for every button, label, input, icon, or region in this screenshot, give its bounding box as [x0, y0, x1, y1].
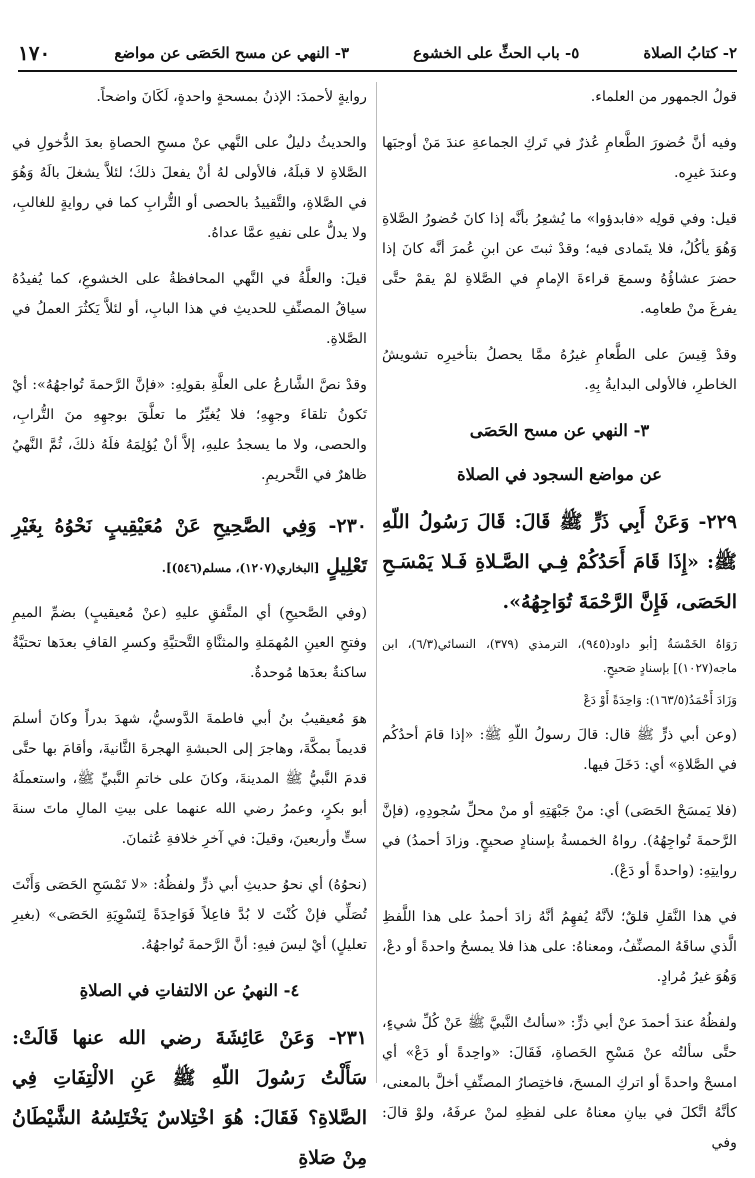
hadith-body: ٢٣٠- وَفِي الصَّحِيحِ عَنْ مُعَيْقِيبٍ نَحْوُهُ بِغَيْرِ تَعْلِيلٍ [12, 515, 367, 577]
section-title: ٣- النهي عن مسح الحَصَى عن مواضع [114, 44, 350, 62]
hadith-text: ٢٣١- وَعَنْ عَائِشَةَ رضي الله عنها قَالَتْ: سَأَلْتُ رَسُولَ اللّهِ ﷺ عَنِ الالْتِفَاتِ فِي الصَّلاةِ؟ فَقَالَ: هُوَ اخْتِلاسٌ يَخْتَلِسُهُ الشَّيْطَانُ مِنْ صَلاةِ [12, 1027, 367, 1169]
header-rule [18, 70, 737, 72]
paragraph: قيل: وفي قولِه «فابدؤوا» ما يُشعِرُ بأنَّه إذا كانَ حُضورُ الصَّلاةِ وَهُوَ يأكُلُ، فلا يتَمادى فيه؛ وقدْ ثبتَ عن ابنِ عُمرَ أنَّه كانَ إذا حضرَ عشاؤُهُ وسمعَ قراءةَ الإمامِ في الصَّلاةِ لمْ يقمْ حتَّى يفرغَ منْ طعامِه. [382, 211, 737, 317]
hadith-reference: [البخاري(١٢٠٧)، مسلم(٥٤٦)]. [161, 561, 320, 575]
paragraph: (وعن أبي ذرٍّ ﷺ قال: قالَ رسولُ اللّهِ ﷺ: «إذا قامَ أحدُكُم في الصَّلاةِ» أي: دَخَلَ فيها. [382, 727, 737, 773]
paragraph: (وفي الصَّحيحِ) أي المتَّفقِ عليهِ (عنْ مُعيقيبٍ) بضمِّ الميمِ وفتحِ العينِ المُهمَلةِ والمثنَّاةِ التَّحتيَّةِ وكسرِ القافِ بعدَها تحتيَّةٌ ساكنةٌ بعدَها مُوحدةٌ. [12, 605, 367, 681]
book-title: ٢- كتابُ الصلاة [643, 44, 737, 62]
hadith-text: ٢٢٩- وَعَنْ أَبِي ذَرٍّ ﷺ قَالَ: قَالَ رَسُولُ اللّهِ ﷺ: «إِذَا قَامَ أَحَدُكُمْ فِـي الصَّـلاةِ فَـلا يَمْسَـحِ الحَصَى، فَإِنَّ الرَّحْمَةَ تُوَاجِهُهُ». [382, 511, 737, 613]
paragraph: (فلا يَمسَحْ الحَصَى) أي: منْ جَبْهَتِهِ أو منْ محلِّ سُجودِهِ، (فإنَّ الرَّحمةَ تُواجِهُهُ). رواهُ الخمسةُ بإسنادٍ صحيحٍ. وزادَ أحمدُ) في روايتِهِ: (واحدةً أو دَعْ). [382, 803, 737, 879]
section-subheading: عن مواضع السجود في الصلاة [456, 465, 663, 484]
chapter-title: ٥- باب الحثِّ على الخشوع [413, 44, 580, 62]
section-heading: ٤- النهيُ عن الالتفاتِ في الصلاةِ [79, 981, 300, 1000]
section-heading: ٣- النهي عن مسح الحَصَى [469, 421, 650, 440]
page-number: ١٧٠ [18, 41, 51, 65]
left-column [12, 82, 367, 1169]
hadith-addition: وَزَادَ أَحْمَدُ(١٦٣/٥): وَاحِدَةً أَوْ دَعْ [583, 693, 737, 707]
hadith-reference: رَوَاهُ الخَمْسَةُ [أبو داود(٩٤٥)، الترمذي (٣٧٩)، النسائي(٦/٣)، ابن ماجه(١٠٢٧)] بإسنادٍ صَحيحٍ. [382, 637, 737, 675]
right-column [382, 82, 737, 1151]
hadith-text [12, 506, 367, 588]
paragraph: وقدْ نصَّ الشَّارعُ على العلَّةِ بقولِهِ: «فإنَّ الرَّحمةَ تُواجهُهُ»: أيْ تَكونُ تلقاءَ وجهِهِ؛ فلا يُغيِّرُ ما تعلَّقَ بوجهِهِ منَ التُّرابِ، والحصى، ولا ما يسجدُ عليهِ، إلاَّ أنْ يُؤلِمَهُ فلَهُ ذلكَ، ثُمَّ النَّهيُ ظاهرٌ في التَّحريمِ. [12, 377, 367, 483]
column-divider [376, 82, 377, 1083]
paragraph: قولُ الجمهور من العلماء. [590, 89, 737, 105]
paragraph: وفيه أنَّ حُضورَ الطَّعامِ عُذرٌ في تَركِ الجماعةِ عندَ مَنْ أوجبَها وعندَ غيرِه. [382, 135, 737, 181]
paragraph: (نحوُهُ) أي نحوُ حديثِ أبي ذرٍّ ولفظُهُ: «لا تَمْسَحِ الحَصَى وَأَنْتَ تُصَلِّي فإنْ كُنْتَ لا بُدَّ فاعِلاً فَوَاحِدَةً لِتَسْوِيَةِ الحَصَى» (بغيرِ تعليلٍ) أيْ ليسَ فيهِ: أنَّ الرَّحمةَ تُواجهُهُ. [12, 877, 367, 953]
paragraph: هوَ مُعيقيبُ بنُ أبي فاطمةَ الدَّوسيُّ، شهدَ بدراً وكانَ أسلمَ قديماً بمكَّةَ، وهاجرَ إلى الحبشةِ الهجرةَ الثَّانيةَ، وأقامَ بها حتَّى قدمَ النَّبيُّ ﷺ المدينةَ، وكانَ على خاتمِ النَّبيِّ ﷺ، واستعملَهُ أبو بكرٍ، وعمرُ رضي الله عنهما على بيتِ المالِ ماتَ سنةَ ستٍّ وأربعينَ، وقيلَ: في آخرِ خلافةِ عُثمانَ. [12, 711, 367, 847]
paragraph: روايةٍ لأحمدَ: الإذنُ بمسحةٍ واحدةٍ، لَكَانَ واضحاً. [96, 89, 367, 105]
paragraph: ولفظُهُ عندَ أحمدَ عنْ أبي ذرٍّ: «سألتُ النَّبيَّ ﷺ عَنْ كُلِّ شيءٍ، حتَّى سألتُه عنْ مَسْحِ الحَصاةِ، فَقَالَ: «واحِدةً أو دَعْ» أي امسحْ واحدةً أو اتركِ المسحَ، فاختِصارُ المصنِّفِ أخلَّ بالمعنى، كأنَّهُ اتَّكلَ في بيانِ معناهُ على لفظِهِ لمنْ عرفَهُ، ولوْ قالَ: وفي [382, 1015, 737, 1151]
paragraph: وقدْ قِيسَ على الطَّعامِ غيرُهُ ممَّا يحصلُ بتأخيرِه تشويشُ الخاطرِ، فالأولى البدايةُ بِهِ. [382, 347, 737, 393]
paragraph: قيلَ: والعلَّةُ في النَّهي المحافظةُ على الخشوعِ، كما يُفيدُهُ سياقُ المصنِّفِ للحديثِ في هذا البابِ، أو لئلاَّ يَكثُرَ العملُ في الصَّلاةِ. [12, 271, 367, 347]
page-header [18, 38, 737, 68]
paragraph: في هذا النَّقلِ قلقٌ؛ لأنَّهُ يُفهِمُ أنَّهُ زادَ أحمدُ على هذا اللَّفظِ الَّذي ساقَهُ المصنِّفُ، ومعناهُ: على هذا فلا يمسحُ واحدةً أو دعْ، وَهُوَ غيرُ مُرادٍ. [382, 909, 737, 985]
paragraph: والحديثُ دليلٌ على النَّهي عنْ مسحِ الحصاةِ بعدَ الدُّخولِ في الصَّلاةِ لا قبلَهُ، فالأولى لهُ أنْ يفعلَ ذلكَ؛ لئلاَّ يشغلَ بالَهُ وَهُوَ في الصَّلاةِ، والتَّقييدُ بالحصى أو التُّرابِ كما في روايةٍ للغالبِ، ولا يدلُّ على نفيهِ عمَّا عداهُ. [12, 135, 367, 241]
